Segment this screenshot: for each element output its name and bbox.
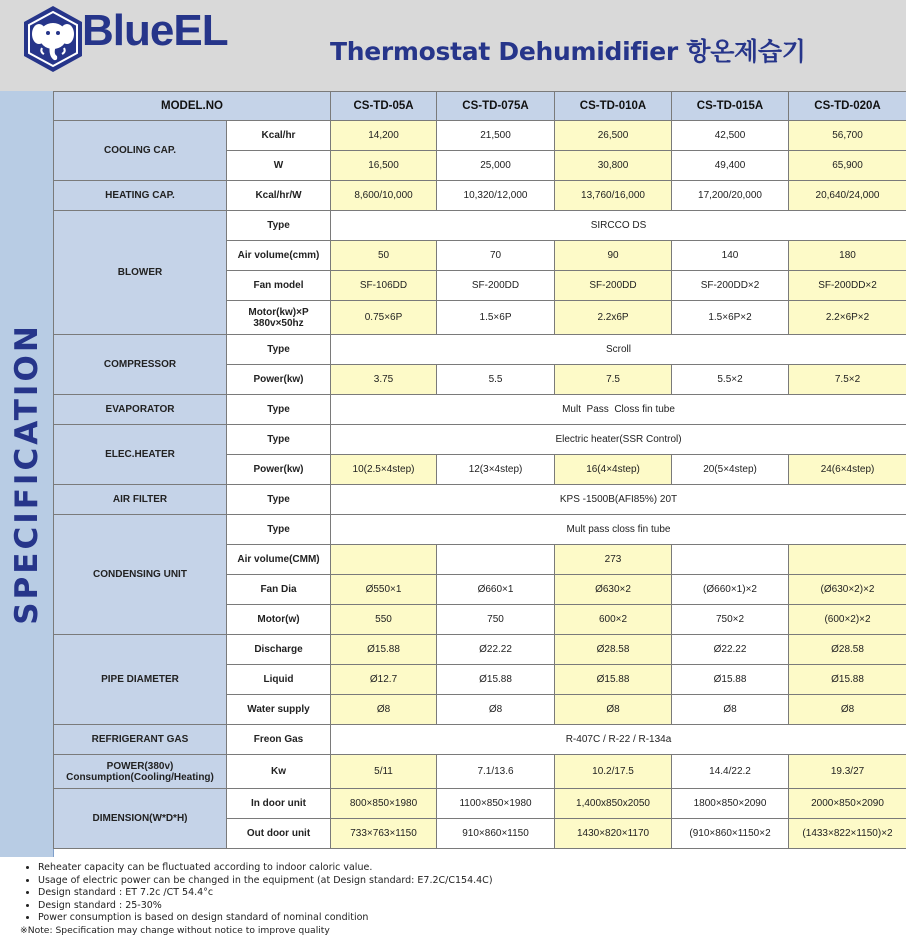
cooling-label: COOLING CAP.	[54, 121, 227, 181]
cell: 733×763×1150	[331, 819, 437, 849]
filter-type-label: Type	[227, 485, 331, 515]
motor-label-line-1: Motor(kw)×P	[248, 306, 309, 318]
blower-label: BLOWER	[54, 211, 227, 335]
cell: (910×860×1150×2	[672, 819, 789, 849]
heater-power-label: Power(kw)	[227, 455, 331, 485]
cell: Ø15.88	[789, 665, 906, 695]
cell: 2000×850×2090	[789, 789, 906, 819]
cell: 90	[555, 241, 672, 271]
compressor-type-label: Type	[227, 335, 331, 365]
table-row	[54, 635, 906, 665]
cell: 17,200/20,000	[672, 181, 789, 211]
evaporator-type: Mult Pass Closs fin tube	[331, 395, 906, 425]
cell: (Ø630×2)×2	[789, 575, 906, 605]
table-row	[54, 211, 906, 241]
cell: 600×2	[555, 605, 672, 635]
brand-name: BlueEL	[82, 6, 228, 55]
refrigerant-sub: Freon Gas	[227, 725, 331, 755]
pipe-discharge-label: Discharge	[227, 635, 331, 665]
cell: Ø12.7	[331, 665, 437, 695]
blower-motor-label	[227, 301, 331, 335]
cell: 16,500	[331, 151, 437, 181]
pipe-liquid-label: Liquid	[227, 665, 331, 695]
cell: Ø28.58	[789, 635, 906, 665]
cell: Ø8	[672, 695, 789, 725]
cell: 1100×850×1980	[437, 789, 555, 819]
page-title: Thermostat Dehumidifier 항온제습기	[330, 37, 806, 66]
evaporator-label: EVAPORATOR	[54, 395, 227, 425]
table-row	[54, 335, 906, 365]
compressor-type: Scroll	[331, 335, 906, 365]
heating-unit: Kcal/hr/W	[227, 181, 331, 211]
table-row	[54, 515, 906, 545]
cooling-w-unit: W	[227, 151, 331, 181]
cell: 24(6×4step)	[789, 455, 906, 485]
cell: 750×2	[672, 605, 789, 635]
compressor-power-label: Power(kw)	[227, 365, 331, 395]
power-unit: Kw	[227, 755, 331, 789]
model-header: MODEL.NO	[54, 92, 331, 121]
table-row	[54, 789, 906, 819]
cell: 5.5	[437, 365, 555, 395]
cell: Ø8	[555, 695, 672, 725]
cell: 30,800	[555, 151, 672, 181]
dimension-indoor-label: In door unit	[227, 789, 331, 819]
cell: 3.75	[331, 365, 437, 395]
cell: 21,500	[437, 121, 555, 151]
cell: Ø660×1	[437, 575, 555, 605]
cell: 7.1/13.6	[437, 755, 555, 789]
cell: Ø15.88	[672, 665, 789, 695]
power-label-line-2: Consumption(Cooling/Heating)	[66, 771, 214, 783]
cell: 180	[789, 241, 906, 271]
model-col-0: CS-TD-05A	[331, 92, 437, 121]
power-label	[54, 755, 227, 789]
cell: 10,320/12,000	[437, 181, 555, 211]
filter-label: AIR FILTER	[54, 485, 227, 515]
cell: 49,400	[672, 151, 789, 181]
pipe-label: PIPE DIAMETER	[54, 635, 227, 725]
blower-type-label: Type	[227, 211, 331, 241]
cell: 800×850×1980	[331, 789, 437, 819]
cell: SF-200DD×2	[789, 271, 906, 301]
condensing-fan-label: Fan Dia	[227, 575, 331, 605]
note-item: • Design standard : ET 7.2c /CT 54.4°c	[38, 887, 898, 900]
cell: 7.5×2	[789, 365, 906, 395]
cell: 1.5×6P×2	[672, 301, 789, 335]
power-label-line-1: POWER(380v)	[106, 760, 174, 772]
dimension-outdoor-label: Out door unit	[227, 819, 331, 849]
cell: (1433×822×1150)×2	[789, 819, 906, 849]
blower-type: SIRCCO DS	[331, 211, 906, 241]
blower-fan-label: Fan model	[227, 271, 331, 301]
notes-list	[8, 862, 898, 925]
cell	[672, 545, 789, 575]
table-row	[54, 485, 906, 515]
page-header	[0, 0, 906, 91]
condensing-air-label: Air volume(CMM)	[227, 545, 331, 575]
cell: Ø28.58	[555, 635, 672, 665]
heating-label: HEATING CAP.	[54, 181, 227, 211]
cell: 5.5×2	[672, 365, 789, 395]
cell: SF-200DD×2	[672, 271, 789, 301]
condensing-type-label: Type	[227, 515, 331, 545]
cell: Ø630×2	[555, 575, 672, 605]
cell: 12(3×4step)	[437, 455, 555, 485]
pipe-water-label: Water supply	[227, 695, 331, 725]
table-row	[54, 725, 906, 755]
cell: 8,600/10,000	[331, 181, 437, 211]
cell	[331, 545, 437, 575]
cell: 1430×820×1170	[555, 819, 672, 849]
cell	[789, 545, 906, 575]
note-item: • Reheater capacity can be fluctuated according to indoor caloric value.	[38, 862, 898, 875]
model-col-1: CS-TD-075A	[437, 92, 555, 121]
cell: 1800×850×2090	[672, 789, 789, 819]
condensing-motor-label: Motor(w)	[227, 605, 331, 635]
dimension-label: DIMENSION(W*D*H)	[54, 789, 227, 849]
note-item: • Power consumption is based on design standard of nominal condition	[38, 912, 898, 925]
cell: 1.5×6P	[437, 301, 555, 335]
cell: SF-200DD	[437, 271, 555, 301]
cell: 65,900	[789, 151, 906, 181]
cell: 20(5×4step)	[672, 455, 789, 485]
table-row	[54, 395, 906, 425]
table-row	[54, 121, 906, 151]
final-note: ※Note: Specification may change without notice to improve quality	[20, 924, 330, 936]
cell: 19.3/27	[789, 755, 906, 789]
cell: 13,760/16,000	[555, 181, 672, 211]
cell: 14.4/22.2	[672, 755, 789, 789]
cell: Ø22.22	[672, 635, 789, 665]
spec-table	[53, 91, 906, 849]
table-header-row	[54, 92, 906, 121]
filter-type: KPS -1500B(AFI85%) 20T	[331, 485, 906, 515]
cell: 10.2/17.5	[555, 755, 672, 789]
cell: 910×860×1150	[437, 819, 555, 849]
cell: 750	[437, 605, 555, 635]
side-label	[0, 91, 53, 857]
cell: (Ø660×1)×2	[672, 575, 789, 605]
motor-label-line-2: 380v×50hz	[253, 317, 304, 329]
cell: SF-106DD	[331, 271, 437, 301]
model-col-4: CS-TD-020A	[789, 92, 906, 121]
compressor-label: COMPRESSOR	[54, 335, 227, 395]
cooling-kcal-unit: Kcal/hr	[227, 121, 331, 151]
cell: 70	[437, 241, 555, 271]
model-col-3: CS-TD-015A	[672, 92, 789, 121]
cell: 2.2×6P×2	[789, 301, 906, 335]
condensing-label: CONDENSING UNIT	[54, 515, 227, 635]
cell: 10(2.5×4step)	[331, 455, 437, 485]
cell: 273	[555, 545, 672, 575]
cell: 550	[331, 605, 437, 635]
cell: Ø8	[331, 695, 437, 725]
condensing-type: Mult pass closs fin tube	[331, 515, 906, 545]
refrigerant-label: REFRIGERANT GAS	[54, 725, 227, 755]
cell: 7.5	[555, 365, 672, 395]
cell: 2.2x6P	[555, 301, 672, 335]
evaporator-type-label: Type	[227, 395, 331, 425]
cell: 26,500	[555, 121, 672, 151]
heater-label: ELEC.HEATER	[54, 425, 227, 485]
cell: 20,640/24,000	[789, 181, 906, 211]
note-item: • Design standard : 25-30%	[38, 900, 898, 913]
side-label-text: SPECIFICATION	[8, 323, 45, 625]
notes	[8, 862, 898, 938]
blower-air-label: Air volume(cmm)	[227, 241, 331, 271]
cell: 0.75×6P	[331, 301, 437, 335]
heater-type-label: Type	[227, 425, 331, 455]
cell: Ø22.22	[437, 635, 555, 665]
cell: Ø15.88	[437, 665, 555, 695]
cell: Ø8	[437, 695, 555, 725]
refrigerant-value: R-407C / R-22 / R-134a	[331, 725, 906, 755]
cell: 1,400x850x2050	[555, 789, 672, 819]
cell: 16(4×4step)	[555, 455, 672, 485]
cell	[437, 545, 555, 575]
cell: (600×2)×2	[789, 605, 906, 635]
cell: SF-200DD	[555, 271, 672, 301]
cell: 25,000	[437, 151, 555, 181]
cell: 50	[331, 241, 437, 271]
cell: 56,700	[789, 121, 906, 151]
table-row	[54, 425, 906, 455]
cell: Ø15.88	[331, 635, 437, 665]
heater-type: Electric heater(SSR Control)	[331, 425, 906, 455]
cell: 5/11	[331, 755, 437, 789]
cell: Ø550×1	[331, 575, 437, 605]
cell: Ø15.88	[555, 665, 672, 695]
cell: 140	[672, 241, 789, 271]
table-row	[54, 755, 906, 789]
model-col-2: CS-TD-010A	[555, 92, 672, 121]
cell: Ø8	[789, 695, 906, 725]
table-row	[54, 181, 906, 211]
note-item: • Usage of electric power can be changed in the equipment (at Design standard: E7.2C/C154.4C)	[38, 875, 898, 888]
cell: 14,200	[331, 121, 437, 151]
cell: 42,500	[672, 121, 789, 151]
